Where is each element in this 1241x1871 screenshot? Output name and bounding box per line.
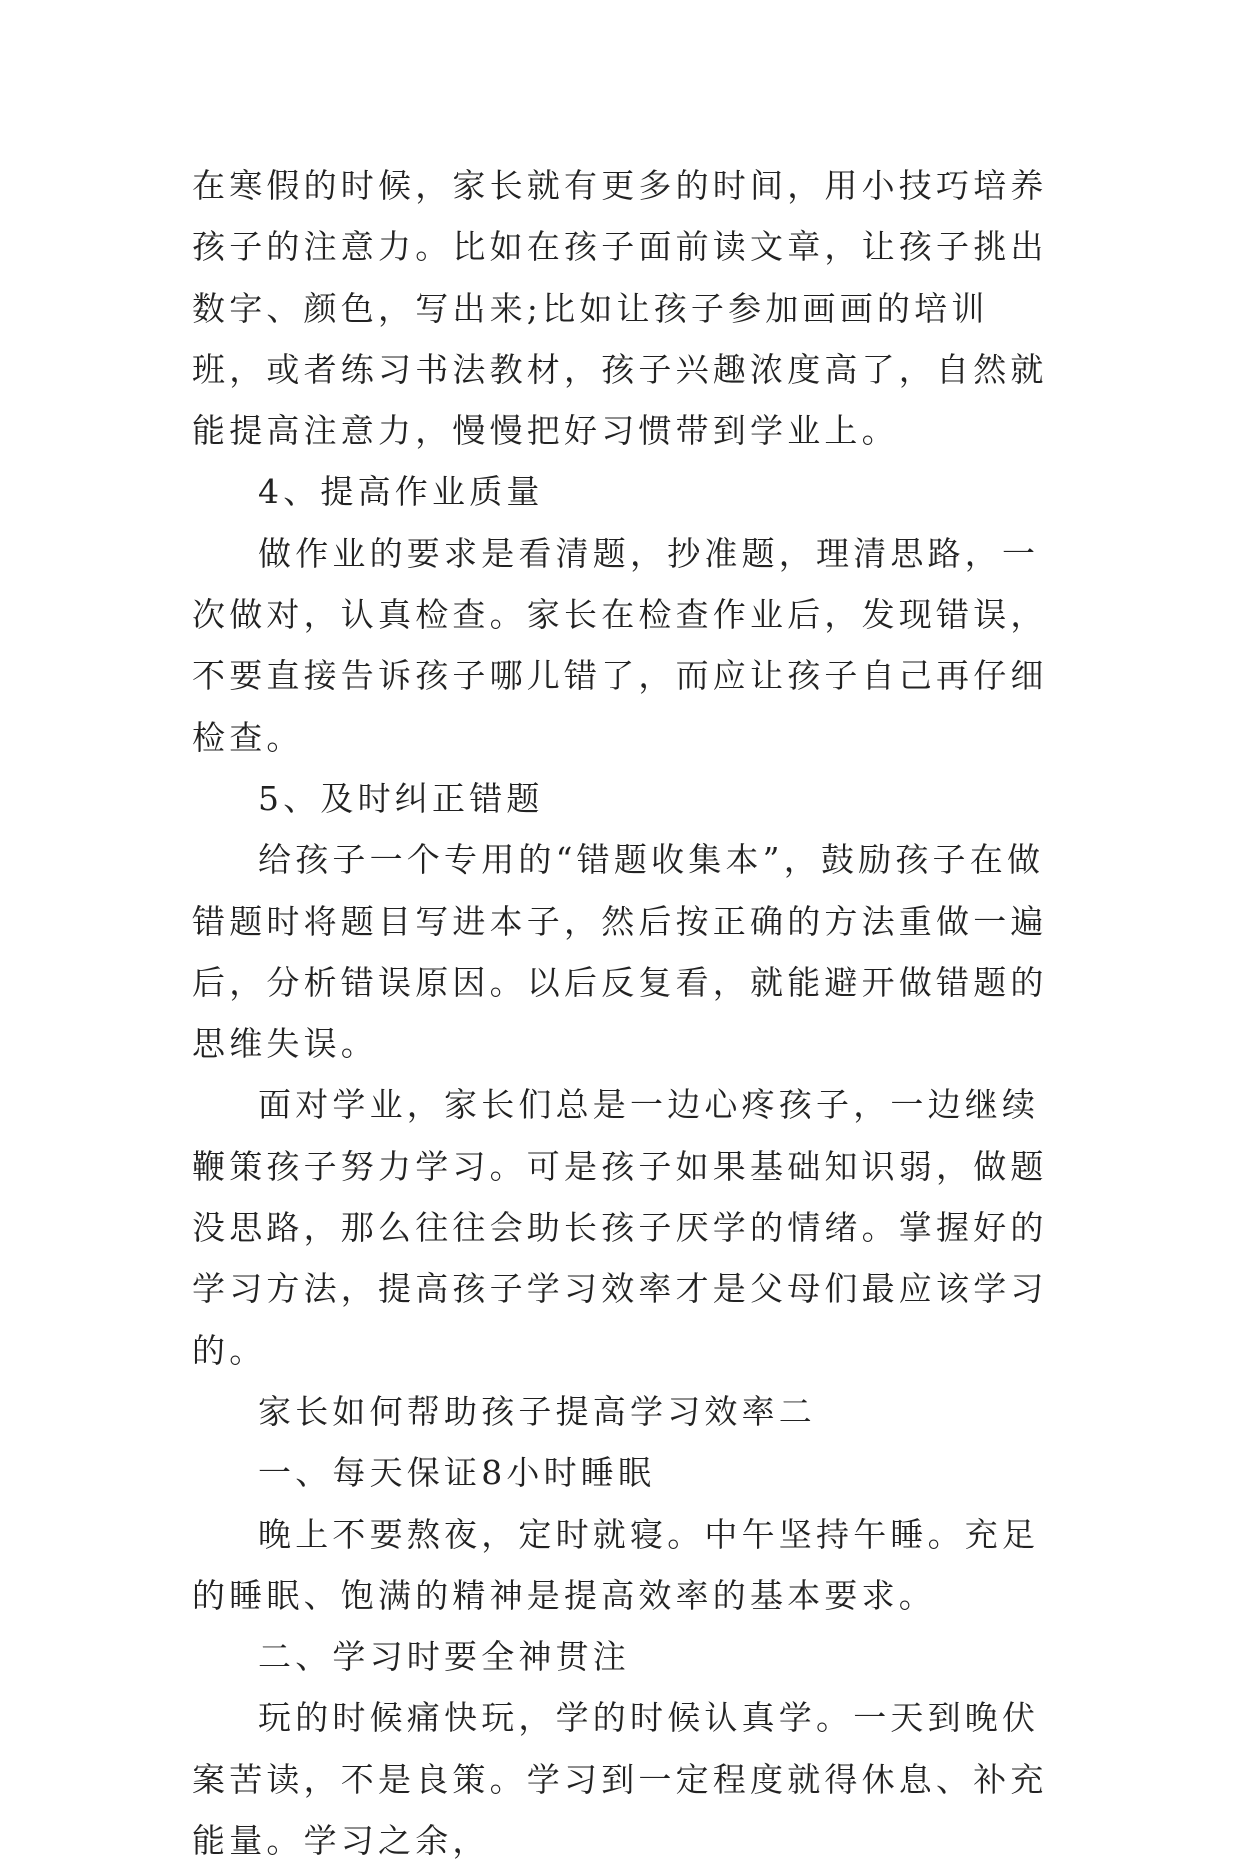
heading-focus: 二、学习时要全神贯注 (258, 1637, 630, 1677)
paragraph-homework: 做作业的要求是看清题，抄准题，理清思路，一次做对，认真检查。家长在检查作业后，发现错误，不要直接告诉孩子哪儿错了，而应让孩子自己再仔细检查。 (192, 533, 1048, 757)
paragraph-study-methods: 面对学业，家长们总是一边心疼孩子，一边继续鞭策孩子努力学习。可是孩子如果基础知识弱，做题没思路，那么往往会助长孩子厌学的情绪。掌握好的学习方法，提高孩子学习效率才是父母们最应该学习的。 (192, 1085, 1048, 1370)
paragraph-winter-break: 在寒假的时候，家长就有更多的时间，用小技巧培养孩子的注意力。比如在孩子面前读文章，让孩子挑出数字、颜色，写出来;比如让孩子参加画画的培训班，或者练习书法教材，孩子兴趣浓度高了，自然就能提高注意力，慢慢把好习惯带到学业上。 (192, 166, 1048, 451)
heading-homework-quality: 4、提高作业质量 (258, 472, 544, 512)
document-body (192, 155, 1062, 1871)
heading-correct-mistakes: 5、及时纠正错题 (258, 778, 544, 818)
paragraph-sleep: 晚上不要熬夜，定时就寝。中午坚持午睡。充足的睡眠、饱满的精神是提高效率的基本要求。 (192, 1514, 1040, 1615)
heading-sleep: 一、每天保证8小时睡眠 (258, 1453, 656, 1493)
heading-part-two: 家长如何帮助孩子提高学习效率二 (258, 1391, 816, 1431)
paragraph-focus: 玩的时候痛快玩，学的时候认真学。一天到晚伏案苦读，不是良策。学习到一定程度就得休息、补充能量。学习之余， (192, 1698, 1048, 1861)
paragraph-mistake-notebook: 给孩子一个专用的“错题收集本”，鼓励孩子在做错题时将题目写进本子，然后按正确的方法重做一遍后，分析错误原因。以后反复看，就能避开做错题的思维失误。 (192, 840, 1048, 1064)
